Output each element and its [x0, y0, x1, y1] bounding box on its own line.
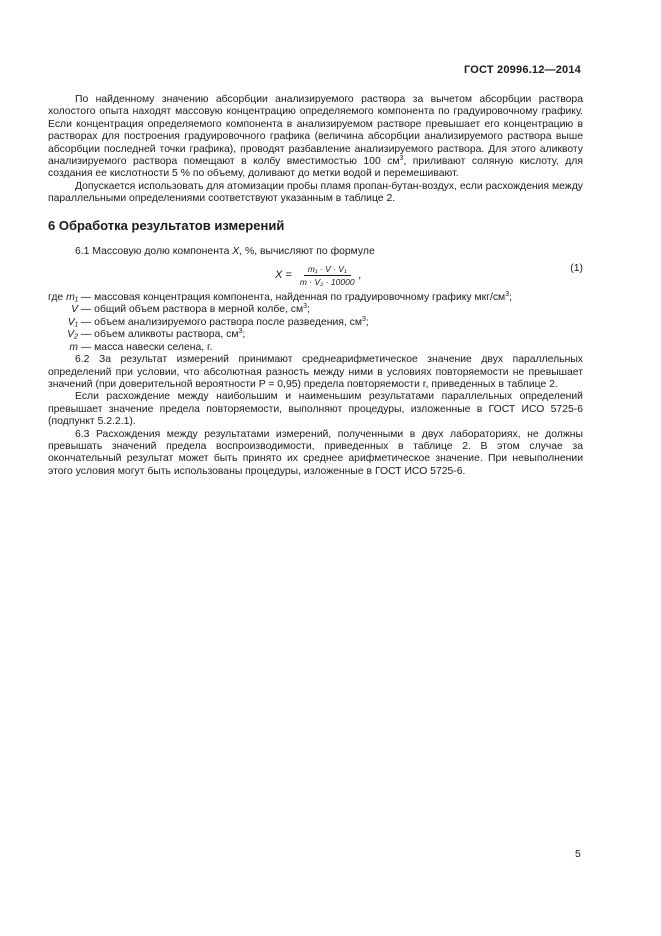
paragraph-6-2-continued: Если расхождение между наибольшим и наименьшим результатами параллельных определений превышает значение предела повторяемости, выполняют процедуры, изложенные в ГОСТ ИСО 5725-6 (подпункт 5.2.2.1).	[48, 391, 583, 428]
formula-row	[48, 262, 583, 290]
page-number: 5	[575, 848, 581, 860]
symbol: V	[71, 304, 78, 316]
definition-text: — общий объем раствора в мерной колбе, см	[78, 304, 304, 316]
formula	[275, 264, 362, 287]
paragraph-6-1	[48, 246, 583, 258]
formula-tail: ,	[358, 269, 362, 282]
definition-item	[48, 342, 583, 354]
paragraph-6-3: 6.3 Расхождения между результатами измерений, полученными в двух лабораториях, не должны превышать значений предела воспроизводимости, приведенных в таблице 2. В этом случае за окончательный результат может быть принято их среднее арифметическое значение. При невыполнении этого условия могут быть использованы процедуры, изложенные в ГОСТ ИСО 5725-6.	[48, 428, 583, 477]
superscript: 3	[505, 291, 510, 299]
definition-item	[48, 292, 583, 304]
formula-numerator: m₁ · V · V₁	[304, 264, 351, 276]
document-code-header: ГОСТ 20996.12—2014	[463, 64, 581, 76]
symbol: V₂	[67, 329, 78, 341]
definitions	[48, 292, 583, 354]
section-title: 6 Обработка результатов измерений	[48, 217, 285, 233]
superscript: 3	[399, 155, 404, 163]
paragraph-text: , %, вычисляют по формуле	[239, 245, 375, 257]
definition-item	[48, 329, 583, 341]
formula-fraction	[296, 264, 359, 287]
symbol: m	[69, 341, 78, 353]
formula-lhs: X =	[275, 269, 292, 282]
superscript: 3	[303, 303, 307, 311]
definition-text: — объем анализируемого раствора после разведения, см	[78, 316, 363, 328]
definition-end: ;	[242, 329, 246, 341]
superscript: 3	[362, 315, 366, 323]
paragraph-flame: Допускается использовать для атомизации пробы пламя пропан-бутан-воздух, если расхождения между параллельными определениями соответствуют указанным в таблице 2.	[48, 180, 583, 205]
symbol: m₁	[66, 292, 78, 304]
paragraph-text: По найденному значению абсорбции анализируемого раствора за вычетом абсорбции раствора холостого опыта находят массовую концентрацию определяемого компонента по градуировочному графику. Если концентрация определяемого компонента в анализируемом растворе превышает его концентрацию в растворах для построения градуировочного графика (величина абсорбции анализируемого раствора выше абсорбции последней точки графика), проводят разбавление анализируемого раствора. Для этого аликвоту анализируемого раствора помещают в колбу вместимостью 100 см	[48, 94, 583, 168]
definition-end: ;	[307, 304, 310, 316]
definition-item	[48, 317, 583, 329]
superscript: 3	[238, 328, 243, 336]
equation-number: (1)	[570, 263, 583, 275]
definition-text: — массовая концентрация компонента, найденная по градуировочному графику мкг/см	[78, 292, 506, 304]
where-prefix: где	[48, 292, 67, 304]
symbol: V₁	[67, 316, 78, 328]
definition-item	[48, 304, 583, 316]
definition-end: ;	[365, 316, 369, 328]
paragraph-text: , приливают соляную кислоту, для создания ее кислотности 5 % по объему, доливают до метки водой и перемешивают.	[48, 156, 583, 180]
variable: X	[232, 245, 240, 257]
paragraph-text: 6.1 Массовую долю компонента	[75, 245, 233, 257]
definition-text: — объем аликвоты раствора, см	[78, 329, 239, 341]
paragraph-6-2: 6.2 За результат измерений принимают среднеарифметическое значение двух параллельных определений при условии, что абсолютная разность между ними в условиях повторяемости не превышает значений (при доверительной вероятности P = 0,95) предела повторяемости r, приведенных в таблице 2.	[48, 354, 583, 390]
definition-text: — масса навески селена, г.	[78, 341, 213, 353]
paragraph-absorption	[48, 94, 583, 181]
page-body	[48, 94, 583, 478]
definition-end: ;	[509, 292, 512, 304]
formula-denominator: m · V₂ · 10000	[299, 277, 355, 288]
